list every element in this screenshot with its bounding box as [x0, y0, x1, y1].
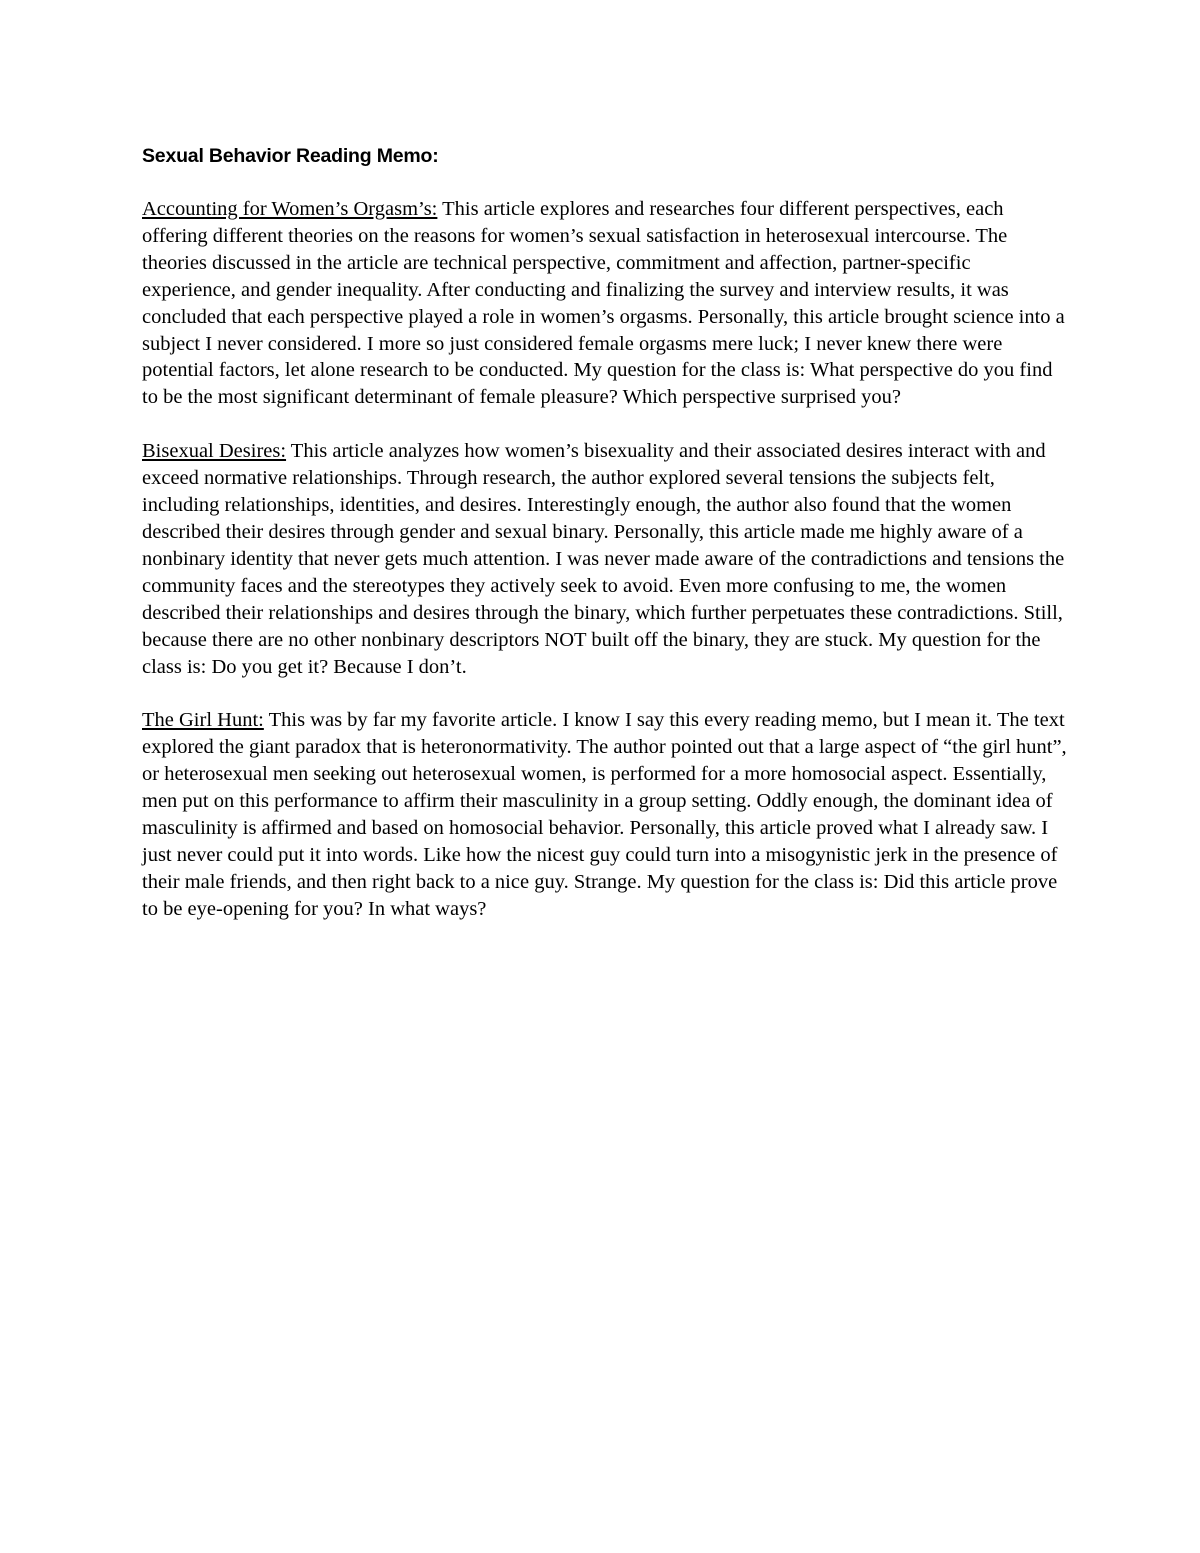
section-heading: Bisexual Desires: [142, 440, 287, 463]
section-body: This article analyzes how women’s bisexuality and their associated desires interact with and exceed normative relationships. Through research, the author explored several tensions the subjects felt, including relationships, identities, and desires. Interestingly enough, the author also found that the women described their desires through gender and sexual binary. Personally, this article made me highly aware of a nonbinary identity that never gets much attention. I was never made aware of the contradictions and tensions the community faces and the stereotypes they actively seek to avoid. Even more confusing to me, the women described their relationships and desires through the binary, which further perpetuates these contradictions. Still, because there are no other nonbinary descriptors NOT built off the binary, they are stuck. My question for the class is: Do you get it? Because I don’t. [142, 440, 1065, 678]
section-bisexual-desires [142, 438, 1067, 680]
section-heading: The Girl Hunt: [142, 709, 264, 732]
section-body: This was by far my favorite article. I know I say this every reading memo, but I mean it. The text explored the giant paradox that is heteronormativity. The author pointed out that a large aspect of “the girl hunt”, or heterosexual men seeking out heterosexual women, is performed for a more homosocial aspect. Essentially, men put on this performance to affirm their masculinity in a group setting. Oddly enough, the dominant idea of masculinity is affirmed and based on homosocial behavior. Personally, this article proved what I already saw. I just never could put it into words. Like how the nicest guy could turn into a misogynistic jerk in the presence of their male friends, and then right back to a nice guy. Strange. My question for the class is: Did this article prove to be eye-opening for you? In what ways? [142, 709, 1067, 920]
section-girl-hunt [142, 707, 1067, 922]
section-heading: Accounting for Women’s Orgasm’s: [142, 198, 438, 220]
document-title: Sexual Behavior Reading Memo: [142, 145, 439, 167]
document-content [142, 143, 1067, 950]
section-body: This article explores and researches four different perspectives, each offering different theories on the reasons for women’s sexual satisfaction in heterosexual intercourse. The theories discussed in the article are technical perspective, commitment and affection, partner-specific experience, and gender inequality. After conducting and finalizing the survey and interview results, it was concluded that each perspective played a role in women’s orgasms. Personally, this article brought science into a subject I never considered. I more so just considered female orgasms mere luck; I never knew there were potential factors, let alone research to be conducted. My question for the class is: What perspective do you find to be the most significant determinant of female pleasure? Which perspective surprised you? [142, 198, 1065, 409]
section-womens-orgasms [142, 196, 1067, 411]
